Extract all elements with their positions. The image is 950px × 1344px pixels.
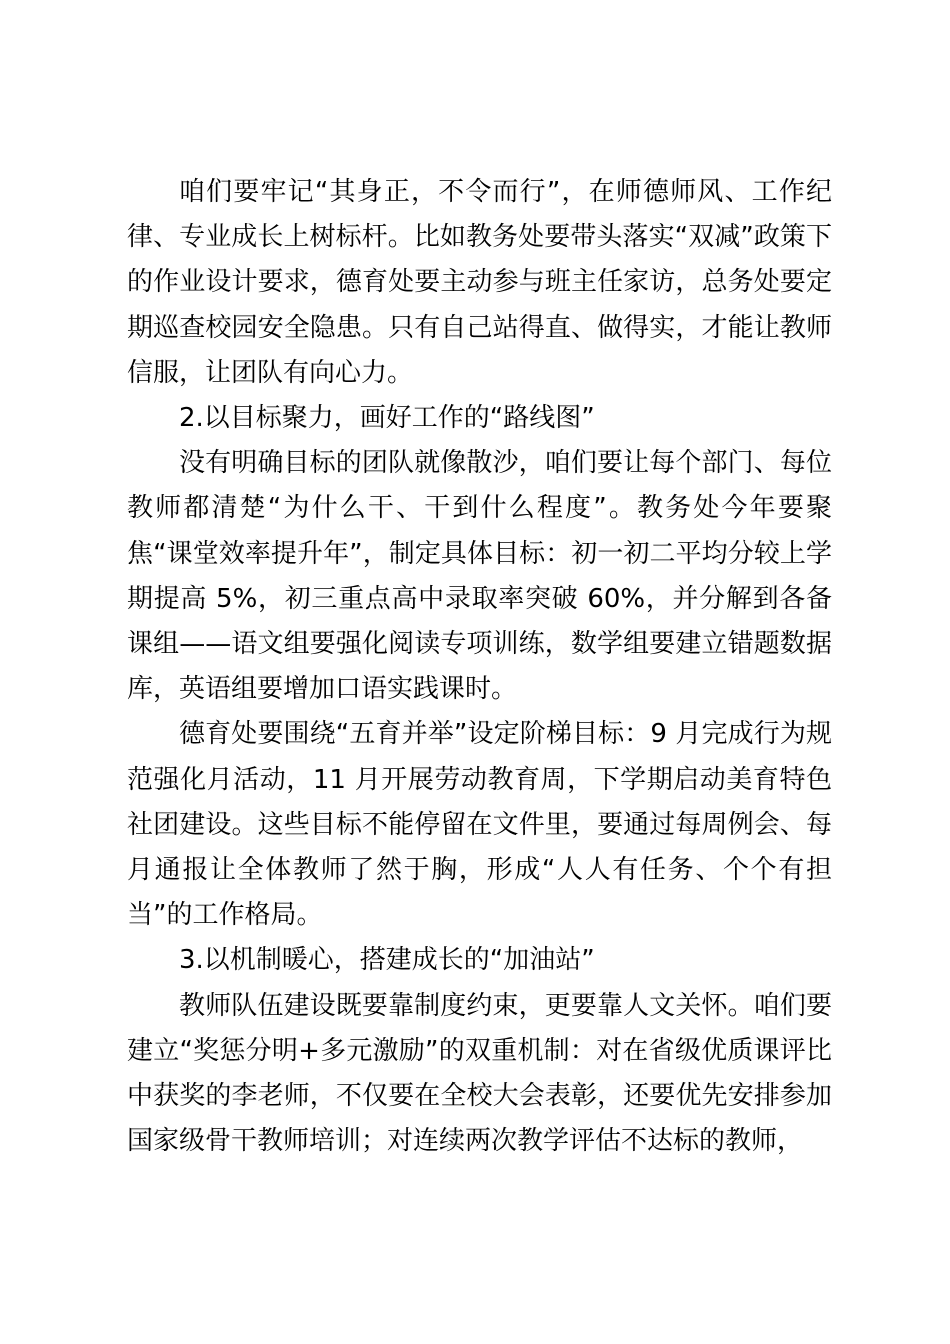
paragraph-lead-by-example: 咱们要牢记“其身正，不令而行”，在师德师风、工作纪律、专业成长上树标杆。比如教务处要带头落实“双减”政策下的作业设计要求，德育处要主动参与班主任家访，总务处要定期巡查校园安全隐患。只有自己站得直、做得实，才能让教师信服，让团队有向心力。 [127, 177, 832, 388]
paragraph-clear-goals: 没有明确目标的团队就像散沙，咱们要让每个部门、每位教师都清楚“为什么干、干到什么程度”。教务处今年要聚焦“课堂效率提升年”，制定具体目标：初一初二平均分较上学期提高 5%，初三重点高中录取率突破 60%，并分解到各备课组——语文组要强化阅读专项训练，数学组要建立错题数据库，英语组要增加口语实践课时。 [127, 448, 832, 705]
paragraph-incentive-mechanism: 教师队伍建设既要靠制度约束，更要靠人文关怀。咱们要建立“奖惩分明+多元激励”的双重机制：对在省级优质课评比中获奖的李老师，不仅要在全校大会表彰，还要优先安排参加国家级骨干教师培训；对连续两次教学评估不达标的教师， [127, 990, 832, 1157]
section-heading-goals: 2.以目标聚力，画好工作的“路线图” [179, 403, 595, 434]
paragraph-moral-education-goals: 德育处要围绕“五育并举”设定阶梯目标：9 月完成行为规范强化月活动，11 月开展劳动教育周，下学期启动美育特色社团建设。这些目标不能停留在文件里，要通过每周例会、每月通报让全体教师了然于胸，形成“人人有任务、个个有担当”的工作格局。 [127, 719, 832, 931]
document-body [127, 170, 832, 1164]
section-heading-mechanism: 3.以机制暖心，搭建成长的“加油站” [179, 945, 595, 976]
